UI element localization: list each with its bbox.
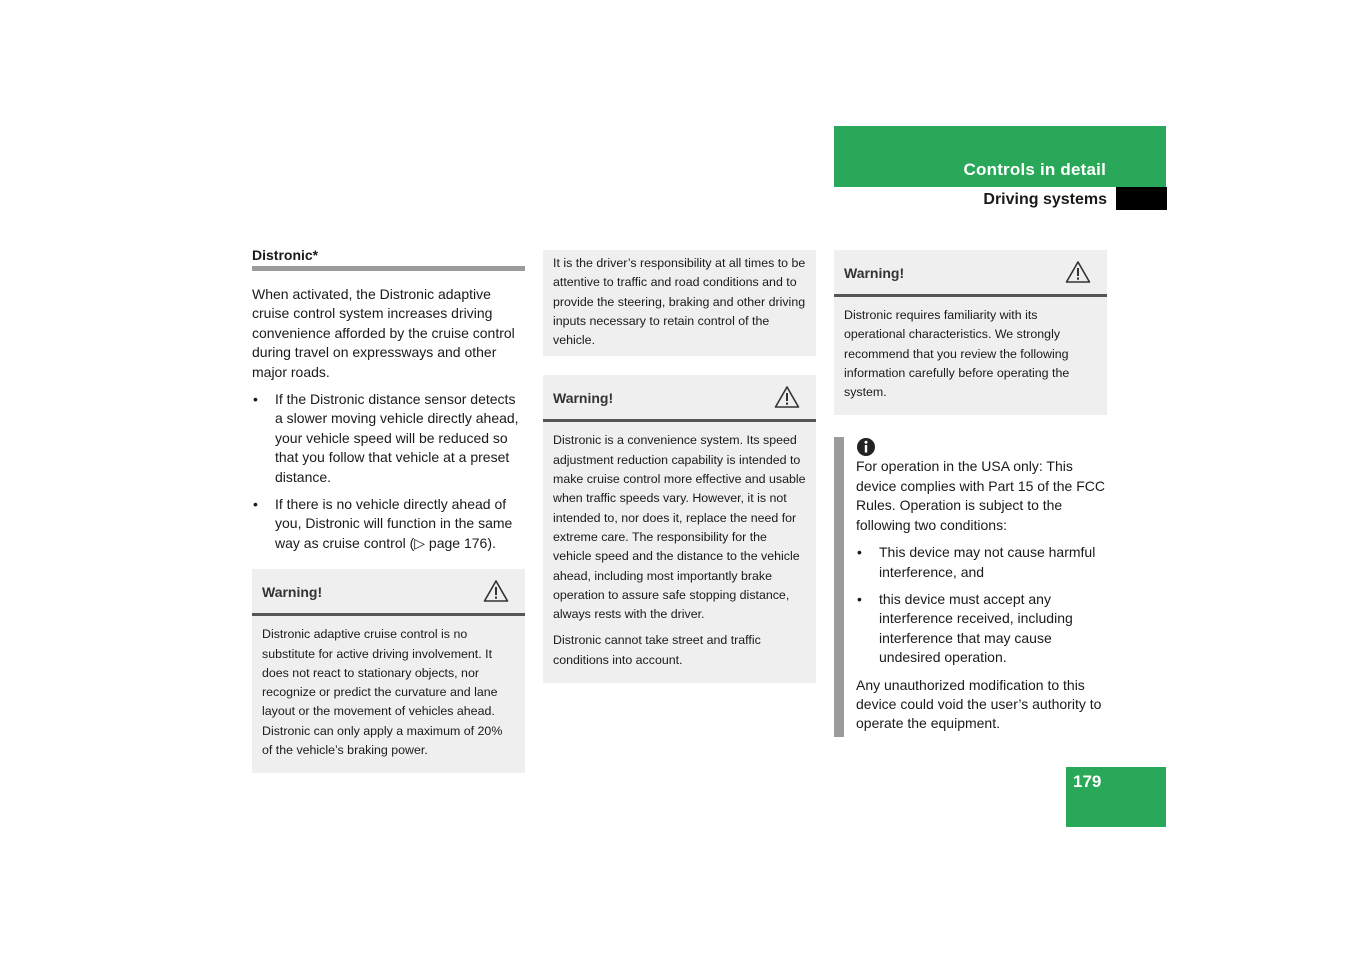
info-note (834, 437, 1107, 737)
column-middle (543, 250, 816, 683)
warning-header (834, 250, 1107, 297)
note-text: It is the driver’s responsibility at all times to be attentive to traffic and road conditions and to provide the steering, braking and other driving inputs necessary to retain control of the vehicle. (553, 256, 806, 348)
info-closing: Any unauthorized modification to this device could void the user’s authority to operate the equipment. (856, 676, 1102, 732)
warning-header (543, 375, 816, 422)
chapter-title: Controls in detail (963, 160, 1106, 179)
warning-triangle-icon (774, 385, 800, 415)
warning-body: Distronic requires familiarity with its operational characteristics. We strongly recommend that you review the following information carefully before operating the system. (844, 308, 1070, 400)
warning-box (252, 569, 525, 773)
warning-label: Warning! (844, 265, 905, 281)
warning-label: Warning! (553, 390, 614, 407)
list-item: • If there is no vehicle directly ahead of you, Distronic will function in the same way as cruise control (▷ page 176). (253, 496, 513, 551)
info-icon (856, 437, 1107, 457)
page-number: 179 (1073, 772, 1102, 791)
list-item: • If the Distronic distance sensor detects a slower moving vehicle directly ahead, your vehicle speed will be reduced so that you follow that vehicle at a preset distance. (253, 391, 519, 485)
warning-body: Distronic is a convenience system. Its speed adjustment reduction capability is intended to make cruise control more effective and usable when traffic speeds vary. However, it is not intended to, nor does it, replace the need for extreme care. The responsibility for the vehicle speed and the distance to the vehicle ahead, including most importantly brake operation to assure safe stopping distance, always rests with the driver. Distronic cannot take street and traffic conditions into account. (553, 433, 806, 667)
bullet-list (252, 390, 525, 553)
warning-header (252, 569, 525, 616)
warning-triangle-icon (1065, 260, 1091, 290)
info-bullet-list (856, 543, 1107, 667)
warning-label: Warning! (262, 584, 323, 601)
note-box (543, 250, 816, 356)
intro-paragraph: When activated, the Distronic adaptive cruise control system increases driving convenience afforded by the cruise control during travel on expressways and other major roads. (252, 286, 515, 380)
column-right (834, 250, 1107, 737)
list-item: • this device must accept any interference received, including interference that may cause undesired operation. (857, 590, 1073, 666)
warning-body: Distronic adaptive cruise control is no substitute for active driving involvement. It does not react to stationary objects, nor recognize or predict the curvature and lane layout or the movement of vehicles ahead. Distronic can only apply a maximum of 20% of the vehicle’s braking power. (262, 627, 503, 758)
page-number-tab (1066, 767, 1166, 827)
warning-box (834, 250, 1107, 415)
column-left (252, 244, 525, 773)
warning-box (543, 375, 816, 683)
heading-rule (252, 266, 525, 271)
list-item: • This device may not cause harmful interference, and (857, 544, 1096, 580)
chapter-header (834, 126, 1166, 187)
warning-triangle-icon (483, 579, 509, 609)
section-heading: Distronic* (252, 247, 319, 263)
info-intro: For operation in the USA only: This device complies with Part 15 of the FCC Rules. Operation is subject to the following two conditions: (856, 458, 1105, 533)
section-title: Driving systems (983, 191, 1107, 208)
section-marker (1116, 187, 1167, 210)
